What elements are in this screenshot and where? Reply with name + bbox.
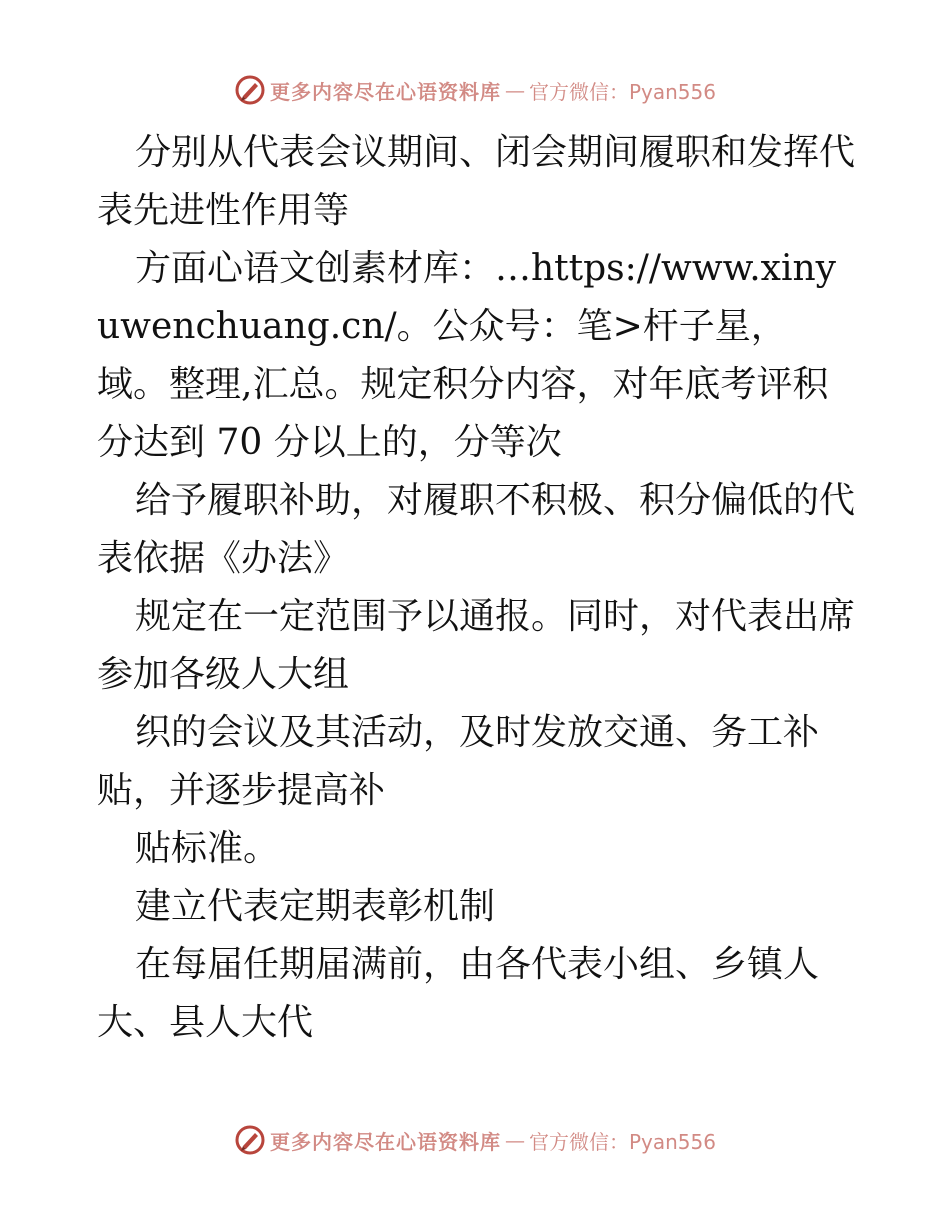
footer-banner-separator: — [504, 1128, 525, 1152]
banner-separator: — [504, 78, 525, 102]
paragraph: 在每届任期届满前，由各代表小组、乡镇人大、县人大代 [97, 944, 820, 1043]
document-body [97, 124, 857, 1052]
paragraph: 分别从代表会议期间、闭会期间履职和发挥代表先进性作用等 [97, 132, 856, 231]
footer-banner [0, 1120, 950, 1160]
paragraph: 规定在一定范围予以通报。同时，对代表出席参加各级人大组 [97, 596, 856, 695]
quill-circle-logo-icon [234, 74, 266, 106]
banner-title: 更多内容尽在心语资料库 [269, 79, 501, 104]
footer-banner-title: 更多内容尽在心语资料库 [269, 1129, 501, 1154]
paragraph: 给予履职补助，对履职不积极、积分偏低的代表依据《办法》 [97, 480, 856, 579]
banner-wechat: 官方微信：Pyan556 [528, 79, 716, 104]
header-banner [0, 70, 950, 110]
paragraph: 建立代表定期表彰机制 [135, 886, 496, 927]
paragraph: 方面心语文创素材库：…https://www.xinyuwenchuang.cn/。公众号：笔>杆子星，域。整理,汇总。规定积分内容，对年底考评积分达到 70 分以上的，分等次 [97, 248, 836, 463]
paragraph: 贴标准。 [135, 828, 280, 869]
paragraph: 织的会议及其活动，及时发放交通、务工补贴，并逐步提高补 [97, 712, 820, 811]
footer-banner-wechat: 官方微信：Pyan556 [528, 1129, 716, 1154]
quill-circle-logo-icon [234, 1124, 266, 1156]
